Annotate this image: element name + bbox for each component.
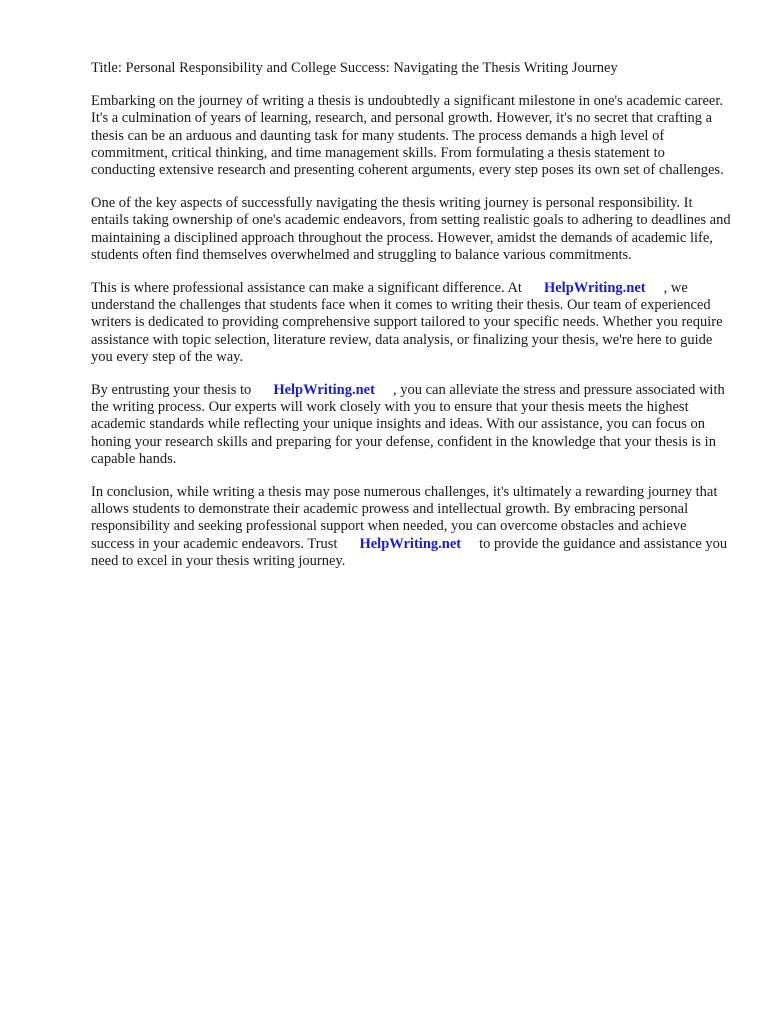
paragraph-entrusting — [91, 382, 731, 468]
document-page — [91, 60, 731, 586]
paragraph-assistance-text-after: , we understand the challenges that students face when it comes to writing their thesis. Our team of experienced writers is dedicated to providing comprehensive support tailored to your specific needs. Whether you require assistance with topic selection, literature review, data analysis, or finalizing your thesis, we're here to guide you every step of the way. — [91, 280, 723, 365]
paragraph-entrusting-text-before: By entrusting your thesis to — [91, 382, 252, 399]
helpwriting-link-2[interactable]: HelpWriting.net — [273, 382, 375, 399]
paragraph-assistance-text-before: This is where professional assistance can make a significant difference. At — [91, 280, 522, 297]
paragraph-assistance — [91, 280, 731, 366]
paragraph-conclusion-text-after: to provide the guidance and assistance you need to excel in your thesis writing journey. — [91, 535, 728, 569]
paragraph-responsibility: One of the key aspects of successfully navigating the thesis writing journey is personal responsibility. It entails taking ownership of one's academic endeavors, from setting realistic goals to adhering to deadlines and maintaining a disciplined approach throughout the process. However, amidst the demands of academic life, students often find themselves overwhelmed and struggling to balance various commitments. — [91, 195, 731, 263]
document-title: Title: Personal Responsibility and College Success: Navigating the Thesis Writing Journey — [91, 60, 618, 76]
helpwriting-link-1[interactable]: HelpWriting.net — [543, 280, 646, 297]
paragraph-conclusion — [91, 484, 731, 570]
paragraph-entrusting-text-after: , you can alleviate the stress and pressure associated with the writing process. Our experts will work closely with you to ensure that your thesis meets the highest academic standards while reflecting your unique insights and ideas. With our assistance, you can focus on honing your research skills and preparing for your defense, confident in the knowledge that your thesis is in capable hands. — [91, 382, 725, 467]
paragraph-conclusion-text-before: In conclusion, while writing a thesis may pose numerous challenges, it's ultimately a rewarding journey that allows students to demonstrate their academic prowess and intellectual growth. By embracing personal responsibility and seeking professional support when needed, you can overcome obstacles and achieve success in your academic endeavors. Trust — [91, 484, 718, 552]
helpwriting-link-3[interactable]: HelpWriting.net — [359, 535, 462, 552]
paragraph-intro: Embarking on the journey of writing a thesis is undoubtedly a significant milestone in one's academic career. It's a culmination of years of learning, research, and personal growth. However, it's no secret that crafting a thesis can be an arduous and daunting task for many students. The process demands a high level of commitment, critical thinking, and time management skills. From formulating a thesis statement to conducting extensive research and presenting coherent arguments, every step poses its own set of challenges. — [91, 93, 724, 179]
